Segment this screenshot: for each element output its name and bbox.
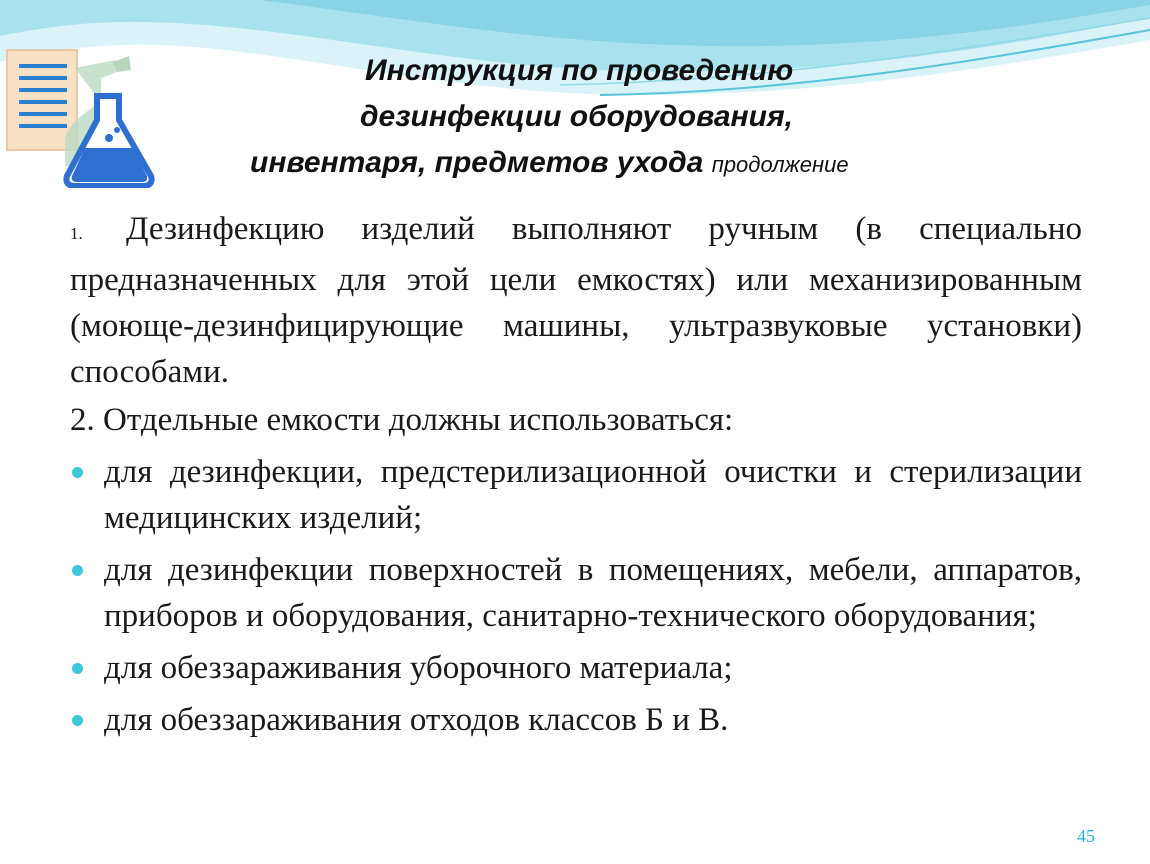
- list-item-text: для дезинфекции поверхностей в помещениях, мебели, аппаратов, приборов и оборудования, санитарно-технического оборудования;: [104, 552, 1082, 634]
- list-item-text: для обеззараживания отходов классов Б и В.: [104, 702, 729, 738]
- item-1: [70, 206, 1082, 395]
- list-item: [70, 645, 1082, 691]
- list-item: [70, 547, 1082, 639]
- item-2: 2. Отдельные емкости должны использоваться:: [70, 402, 734, 438]
- slide-title: [250, 48, 1110, 188]
- title-line-2: дезинфекции оборудования,: [360, 100, 793, 133]
- title-continuation: продолжение: [711, 152, 849, 177]
- item-1-text: Дезинфекцию изделий выполняют ручным (в специально предназначенных для этой цели емкостях) или механизированным (моюще-дезинфицирующие машины, ультразвуковые установки) способами.: [70, 211, 1082, 390]
- bullet-list: [70, 449, 1082, 743]
- bullet-dot: [72, 663, 83, 674]
- page-number: 45: [1077, 826, 1095, 846]
- bullet-dot: [72, 565, 83, 576]
- slide-body: [70, 206, 1082, 743]
- list-item-text: для дезинфекции, предстерилизационной очистки и стерилизации медицинских изделий;: [104, 454, 1082, 536]
- list-item: [70, 697, 1082, 743]
- disinfection-logo: [5, 48, 155, 188]
- title-line-3: [250, 140, 1110, 188]
- list-item-text: для обеззараживания уборочного материала;: [104, 650, 733, 686]
- list-item: [70, 449, 1082, 541]
- title-line-1: Инструкция по проведению: [365, 54, 794, 87]
- item-1-number: 1.: [70, 224, 83, 243]
- bullet-dot: [72, 467, 83, 478]
- bullet-dot: [72, 715, 83, 726]
- title-line-3-text: инвентаря, предметов ухода: [250, 146, 704, 179]
